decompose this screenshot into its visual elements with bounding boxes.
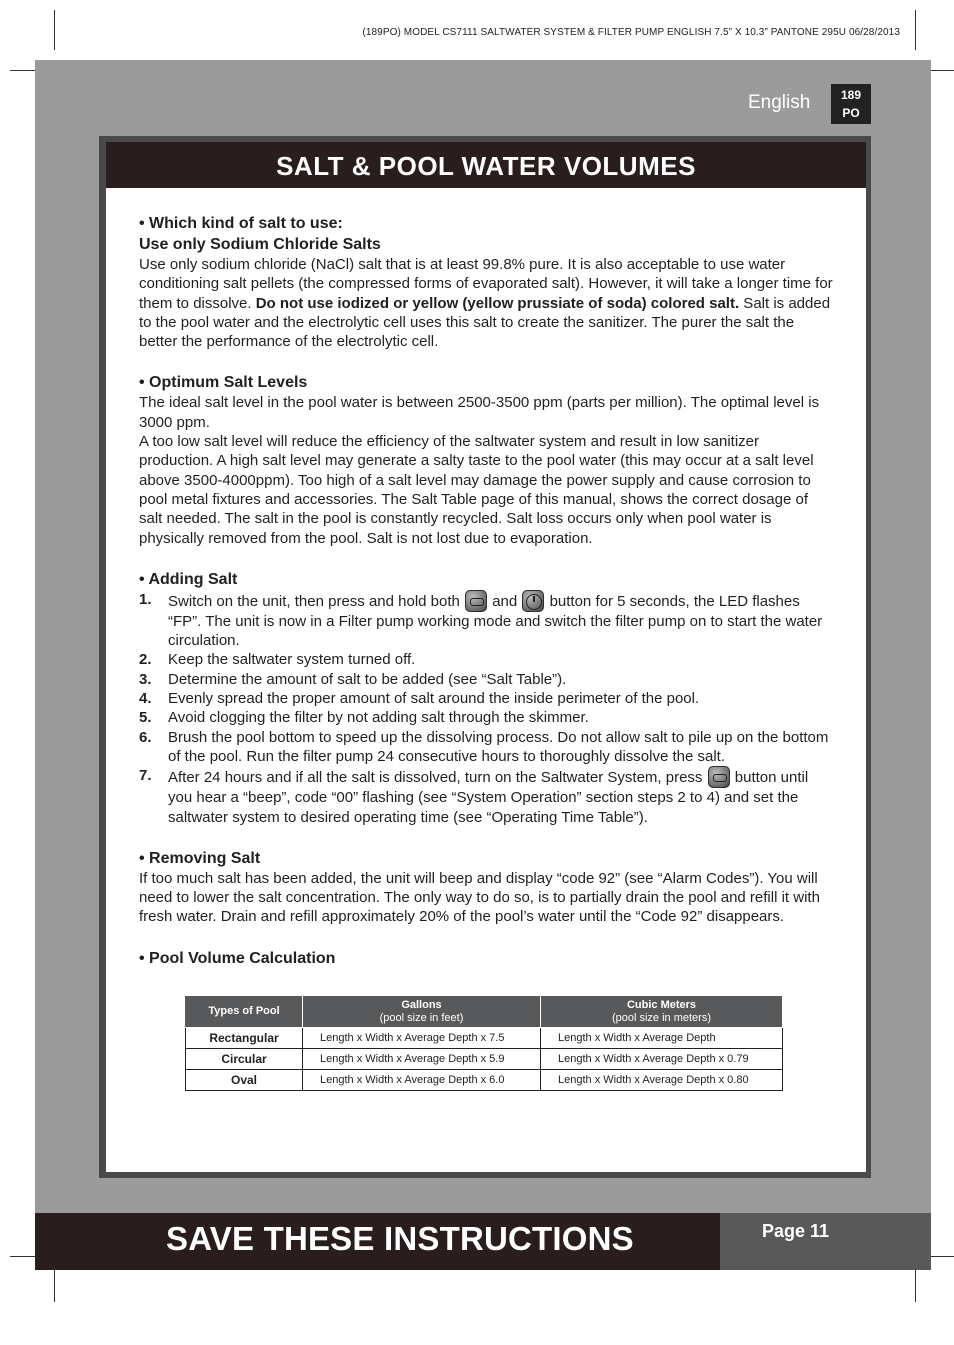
table-row bbox=[186, 1028, 783, 1049]
row-cubic: Length x Width x Average Depth x 0.79 bbox=[541, 1049, 783, 1070]
list-item bbox=[139, 766, 835, 827]
row-type: Rectangular bbox=[186, 1028, 303, 1049]
list-item bbox=[139, 708, 835, 727]
row-cubic: Length x Width x Average Depth x 0.80 bbox=[541, 1070, 783, 1091]
language-label: English bbox=[748, 92, 811, 113]
header-cubic-sub: (pool size in meters) bbox=[611, 1011, 712, 1024]
list-item bbox=[139, 670, 835, 689]
table-row bbox=[186, 1049, 783, 1070]
print-header: (189PO) MODEL CS7111 SALTWATER SYSTEM & FILTER PUMP ENGLISH 7.5” X 10.3” PANTONE 295U 06/28/2013 bbox=[362, 27, 900, 38]
optimum-heading: • Optimum Salt Levels bbox=[139, 374, 308, 392]
timer-button-icon bbox=[522, 590, 544, 612]
step5-text: Avoid clogging the filter by not adding salt through the skimmer. bbox=[168, 709, 589, 727]
row-gallons: Length x Width x Average Depth x 5.9 bbox=[303, 1049, 541, 1070]
header-gallons-sub: (pool size in feet) bbox=[379, 1011, 464, 1024]
header-types-label: Types of Pool bbox=[208, 1005, 280, 1017]
model-badge bbox=[831, 84, 871, 124]
badge-line1: 189 bbox=[840, 88, 862, 102]
optimum-text-2: A too low salt level will reduce the efficiency of the saltwater system and result in low sanitizer production. A high salt level may generate a salty taste to the pool water (this may occur at a salt level above 3500-4000ppm). Too high of a salt level may damage the power supply and cause corrosion to pool metal fixtures and accessories. The Salt Table page of this manual, shows the correct dosage of salt needed. The salt in the pool is constantly recycled. Salt loss occurs only when pool water is physically removed from the pool. Salt is not lost due to evaporation. bbox=[139, 433, 814, 547]
row-gallons: Length x Width x Average Depth x 7.5 bbox=[303, 1028, 541, 1049]
step7-text-b: button until you hear a “beep”, code “00” flashing (see “System Operation” section steps 2 to 4) and set the saltwater system to desired operating time (see “Operating Time Table”). bbox=[168, 769, 809, 826]
step1-and: and bbox=[488, 592, 522, 610]
step1-text-b: button for 5 seconds, the LED flashes “FP”. The unit is now in a Filter pump working mode and switch the filter pump on to start the water circulation. bbox=[168, 592, 823, 650]
step6-text: Brush the pool bottom to speed up the dissolving process. Do not allow salt to pile up on the bottom of the pool. Run the filter pump 24 consecutive hours to thoroughly dissolve the salt. bbox=[168, 728, 829, 765]
list-item bbox=[139, 728, 835, 767]
content-body bbox=[139, 213, 835, 969]
header-cubic-label: Cubic Meters bbox=[626, 998, 697, 1011]
step-number: 7. bbox=[139, 767, 152, 785]
salt-kind-text-a: Use only sodium chloride (NaCl) salt that is at least 99.8% pure. It is also acceptable to use water conditioning salt pellets (the compressed forms of evaporated salt). However, it will take a longer time for them to dissolve. bbox=[139, 256, 833, 312]
removing-text: If too much salt has been added, the unit will beep and display “code 92” (see “Alarm Codes”). You will need to lower the salt concentration. The only way to do so, is to partially drain the pool and refill it with fresh water. Drain and refill approximately 20% of the pool’s water until the “Code 92” disappears. bbox=[139, 869, 820, 926]
salt-button-icon bbox=[708, 766, 730, 788]
list-item bbox=[139, 590, 835, 651]
header-cubic bbox=[541, 996, 783, 1028]
step-number: 2. bbox=[139, 651, 152, 669]
list-item bbox=[139, 689, 835, 708]
salt-button-icon bbox=[465, 590, 487, 612]
salt-kind-warning: Do not use iodized or yellow (yellow prussiate of soda) colored salt. bbox=[255, 294, 740, 312]
adding-heading: • Adding Salt bbox=[139, 570, 238, 588]
salt-kind-heading: • Which kind of salt to use: bbox=[139, 215, 343, 232]
row-type: Oval bbox=[186, 1070, 303, 1091]
crop-mark bbox=[915, 1270, 916, 1302]
step7-text-a: After 24 hours and if all the salt is dissolved, turn on the Saltwater System, press bbox=[168, 769, 707, 787]
step-number: 3. bbox=[139, 670, 152, 688]
pool-volume-table bbox=[185, 995, 783, 1091]
step-number: 1. bbox=[139, 590, 152, 608]
step2-text: Keep the saltwater system turned off. bbox=[168, 651, 416, 669]
row-type: Circular bbox=[186, 1049, 303, 1070]
step1-text-a: Switch on the unit, then press and hold both bbox=[168, 592, 465, 610]
step3-text: Determine the amount of salt to be added (see “Salt Table”). bbox=[168, 670, 567, 688]
adding-steps bbox=[139, 590, 835, 827]
header-types bbox=[186, 996, 303, 1028]
table-header-row bbox=[186, 996, 783, 1028]
list-item bbox=[139, 650, 835, 669]
header-gallons-label: Gallons bbox=[401, 998, 442, 1011]
crop-mark bbox=[915, 10, 916, 50]
optimum-text-1: The ideal salt level in the pool water is between 2500-3500 ppm (parts per million). The optimal level is 3000 ppm. bbox=[139, 394, 820, 431]
removing-heading: • Removing Salt bbox=[139, 849, 261, 867]
page-number: Page 11 bbox=[762, 1221, 830, 1241]
step-number: 4. bbox=[139, 690, 152, 708]
crop-mark bbox=[54, 1270, 55, 1302]
table-row bbox=[186, 1070, 783, 1091]
step-number: 5. bbox=[139, 709, 152, 727]
salt-kind-subheading: Use only Sodium Chloride Salts bbox=[139, 236, 381, 253]
salt-kind-text bbox=[139, 255, 835, 351]
header-gallons bbox=[303, 996, 541, 1028]
footer-title: SAVE THESE INSTRUCTIONS bbox=[166, 1220, 634, 1257]
crop-mark bbox=[54, 10, 55, 50]
salt-kind-text-b: Salt is added to the pool water and the electrolytic cell uses this salt to create the sanitizer. The purer the salt the better the performance of the electrolytic cell. bbox=[139, 294, 831, 351]
step4-text: Evenly spread the proper amount of salt around the inside perimeter of the pool. bbox=[168, 690, 700, 708]
page-title: SALT & POOL WATER VOLUMES bbox=[106, 142, 866, 188]
row-cubic: Length x Width x Average Depth bbox=[541, 1028, 783, 1049]
volume-heading: • Pool Volume Calculation bbox=[139, 949, 336, 967]
step-number: 6. bbox=[139, 728, 152, 746]
row-gallons: Length x Width x Average Depth x 6.0 bbox=[303, 1070, 541, 1091]
badge-line2: PO bbox=[842, 106, 860, 120]
